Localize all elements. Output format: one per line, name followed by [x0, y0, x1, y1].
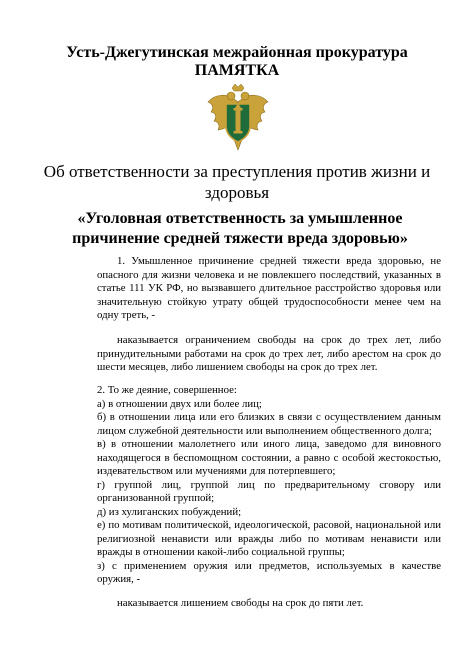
paragraph-1: 1. Умышленное причинение средней тяжести вреда здоровью, не опасного для жизни человека и не повлекшего последствий, указанных в статье 111 УК РФ, но вызвавшего длительное расстройство здоровья или значительную стойкую утрату общей трудоспособности менее чем на одну треть, - [97, 255, 441, 321]
heading-line-2: причинение средней тяжести вреда здоровью» [72, 230, 408, 247]
memo-title: ПАМЯТКА [194, 62, 280, 79]
paragraph-4: наказывается лишением свободы на срок до пяти лет. [117, 597, 364, 609]
paragraph-2: наказывается ограничением свободы на срок до трех лет, либо принудительными работами на срок до трех лет, либо арестом на срок до шести месяцев, либо лишением свободы на срок до трех лет. [97, 334, 441, 373]
list-item-z: з) с применением оружия или предметов, используемых в качестве оружия, - [97, 559, 441, 585]
heading-line-1: «Уголовная ответственность за умышленное [77, 210, 403, 227]
subtitle-line-1: Об ответственности за преступления против жизни и [43, 162, 431, 181]
article-items-block [97, 384, 441, 587]
subtitle-line-2: здоровья [204, 183, 270, 202]
list-item-g: г) группой лиц, группой лиц по предварительному сговору или организованной группой; [97, 478, 441, 504]
office-name: Усть-Джегутинская межрайонная прокуратура [66, 44, 408, 61]
list-item-a: а) в отношении двух или более лиц; [97, 397, 262, 410]
prosecutor-eagle-emblem-icon [205, 82, 271, 156]
list-item-e: е) по мотивам политической, идеологической, расовой, национальной или религиозной ненависти или вражды либо по мотивам ненависти или вражды в отношении какой-либо социальной группы; [97, 519, 441, 558]
list-item-d: д) из хулиганских побуждений; [97, 505, 242, 518]
list-item-v: в) в отношении малолетнего или иного лица, заведомо для виновного находящегося в беспомощном состоянии, а равно с особой жестокостью, издевательством или мучениями для потерпевшего; [97, 438, 441, 477]
paragraph-3-intro: 2. То же деяние, совершенное: [97, 384, 237, 396]
list-item-b: б) в отношении лица или его близких в связи с осуществлением данным лицом служебной деятельности или выполнением общественного долга; [97, 411, 441, 437]
